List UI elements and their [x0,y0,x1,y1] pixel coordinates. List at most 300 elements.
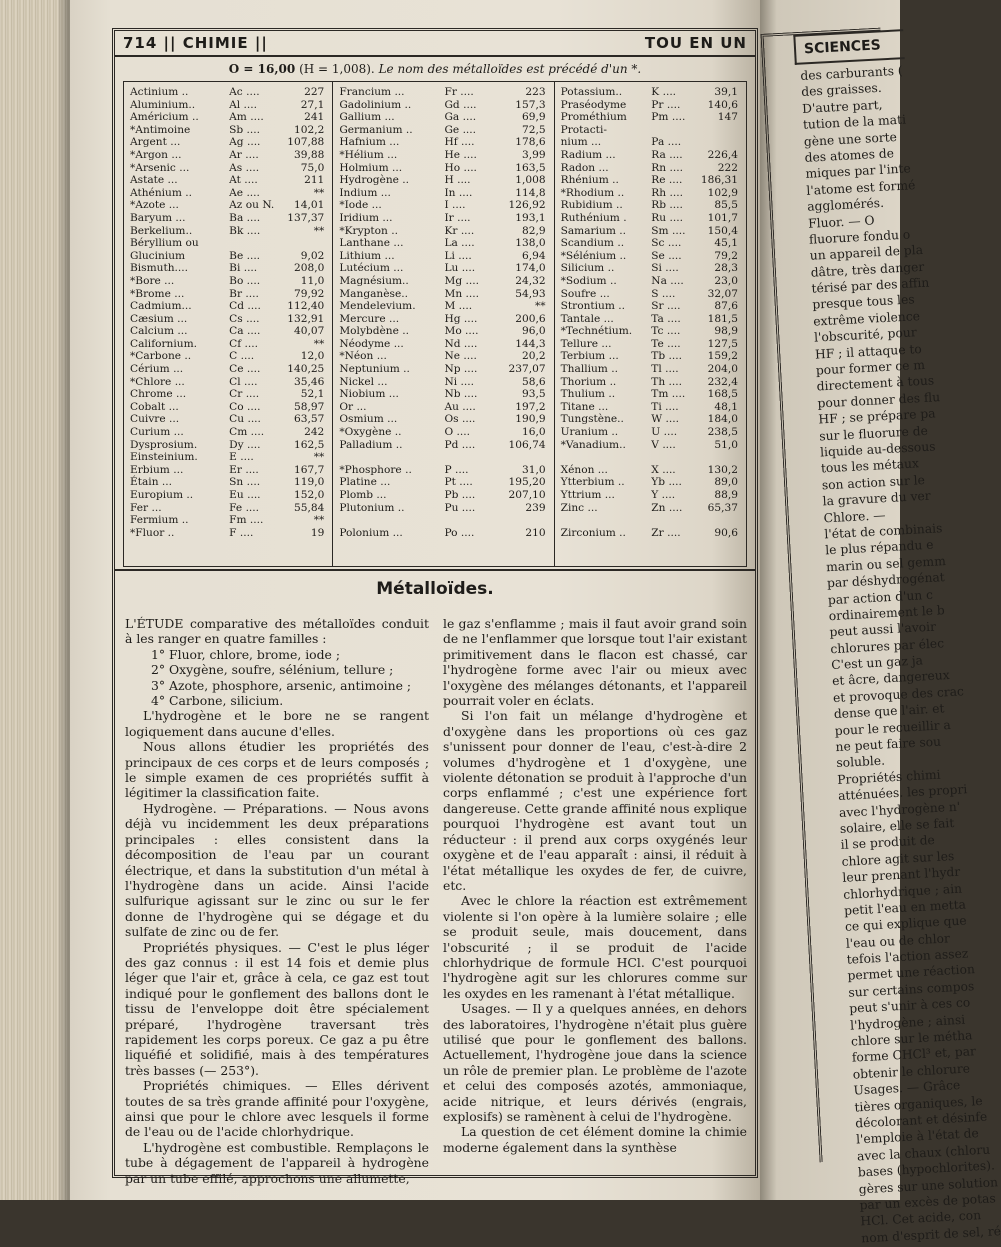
element-name: Tellure ... [560,337,612,350]
table-row [130,338,328,351]
element-name: Mercure ... [339,312,400,325]
element-symbol: Ge .... [444,123,477,136]
text-line: Propriétés chimi [836,767,941,787]
text-line: HF ; se prépare pa [818,406,936,427]
atomic-weight: 79,92 [293,287,325,300]
element-name: Rhénium .. [560,174,619,187]
table-row [130,451,328,464]
text-line: forme CHCl³ et, par [851,1044,977,1066]
paragraph: Nous allons étudier les propriétés des principaux de ces corps et de leurs composés ; le simple examen de ces propriétés suffit à légitimer la classification faite. [125,739,429,801]
element-symbol: Be .... [229,249,261,262]
table-row [130,275,328,288]
element-symbol: Na .... [651,274,684,287]
text-line: pour donner des flu [817,389,941,411]
atomic-weight: 207,10 [508,489,546,501]
atomic-weight: 39,88 [293,148,325,161]
atomic-weight: 193,1 [515,211,546,224]
element-symbol: Ca .... [229,325,261,338]
atomic-weight: 82,9 [522,224,546,237]
element-symbol: Pr .... [651,98,681,111]
table-row [339,514,549,527]
text-line: miques par l'inte [805,161,912,182]
paragraph: L'hydrogène et le bore ne se rangent logiquement dans aucune d'elles. [125,708,429,739]
element-symbol: Sb .... [229,123,261,136]
element-name: Uranium .. [560,426,619,439]
atomic-weight: 107,88 [287,136,325,149]
atomic-weight: 23,0 [714,274,738,287]
table-row [339,212,549,225]
table-row [561,338,742,351]
text-line: pour le recueillir a [834,717,952,738]
element-name: Berkelium.. [130,224,193,237]
element-name: Germanium .. [339,123,413,136]
table-row [561,313,742,326]
table-row [339,527,549,540]
text-line: son action sur le [821,472,926,493]
element-symbol: Ac .... [229,86,260,98]
atomic-weight: 72,5 [522,123,546,136]
table-row [130,527,328,540]
text-line: agglomérés. [806,195,885,214]
text-line: peut aussi l'avoir [829,619,937,640]
table-row [130,300,328,313]
element-symbol: Fm .... [229,514,264,527]
text-line: gène une sorte [803,129,898,149]
element-name: *Technétium. [560,325,633,338]
atomic-weight: 186,31 [700,174,738,187]
element-name: Fer ... [130,501,162,514]
atomic-weight: 126,92 [508,199,546,212]
table-row [130,199,328,212]
text-line: liquide au-dessous [819,439,936,460]
element-name: Tantale ... [560,312,614,325]
text-line: l'état de combinais [824,521,943,542]
table-row [130,413,328,426]
table-row [339,174,549,187]
atomic-weight: 58,97 [293,400,325,413]
text-line: chlorhydrique ; ain [842,881,963,902]
right-page [760,0,1001,1246]
element-name: Cuivre ... [130,413,180,426]
element-symbol: Tl .... [651,363,679,376]
element-symbol: Cs .... [229,312,260,325]
element-symbol: Zn .... [651,501,683,514]
table-row [561,388,742,401]
text-line: l'obscurité, pour [813,325,918,345]
element-name: Lanthane ... [339,237,404,250]
table-row [561,174,742,187]
table-row [130,426,328,439]
element-name: Neptunium .. [339,363,410,376]
atomic-weight: 184,0 [707,413,738,426]
table-row [561,451,742,464]
element-symbol: U .... [651,426,678,439]
atomic-weight: 12,0 [300,350,325,363]
text-line: marin ou sel gemm [825,553,947,575]
text-line: Fluor. — O [807,212,875,231]
element-symbol [229,237,273,250]
table-row [130,439,328,452]
table-row [339,426,549,439]
element-name: Titane ... [560,400,609,413]
atomic-weight: 242 [304,426,325,439]
table-row [130,250,328,263]
table-row [339,376,549,389]
text-line: par action d'un c [827,587,934,607]
table-row [339,124,549,137]
table-row [561,527,742,540]
paragraph: 4° Carbone, silicium. [151,693,284,709]
text-line: l'eau ou de chlor [845,931,951,951]
atomic-weight: 93,5 [522,388,546,401]
text-line: par un excès de potas [859,1191,997,1213]
element-name: *Chlore ... [130,375,185,388]
paragraph: Usages. — Il y a quelques années, en dehors des laboratoires, l'hydrogène n'était plus guère utilisé que pour le gonflement des ballons. Actuellement, l'hydrogène joue dans la science un rôle de premier plan. Le problème de l'azote et celui des composés azotés, ammoniaque, acide nitrique, et leurs dérivés (engrais, explosifs) se ramènent à celui de l'hydrogène. [443,1001,747,1124]
element-name: Samarium .. [560,224,626,237]
page-frame [112,28,758,1186]
element-symbol: K .... [651,86,677,98]
atomic-weight: ** [313,514,325,527]
element-symbol: Y .... [651,489,676,501]
atomic-weight: 227 [304,86,325,98]
element-name: Dysprosium. [130,438,198,451]
atomic-weight: 88,9 [714,489,738,501]
table-row [561,262,742,275]
element-symbol: Az ou N. [229,199,275,212]
paragraph: L'ÉTUDE comparative des métalloïdes conduit à les ranger en quatre familles : [125,616,429,647]
element-name: *Brome ... [130,287,185,300]
atomic-weight: 6,94 [522,249,546,262]
element-name: Lutécium ... [339,262,404,275]
element-name: Radon ... [560,161,609,174]
atomic-weight: 162,5 [293,438,325,451]
atomic-weight: 9,02 [300,249,325,262]
element-symbol: O .... [444,426,470,439]
table-columns [123,81,747,567]
table-row [130,149,328,162]
table-row [130,124,328,137]
element-symbol: As .... [229,161,260,174]
element-name: Or ... [339,400,367,413]
atomic-weight: 163,5 [515,161,546,174]
paragraph: Hydrogène. — Préparations. — Nous avons déjà vu incidemment les deux préparations principales : elles consistent dans la décomposition de l'eau par un courant électrique, et dans la substitution d'un métal à l'hydrogène dans un acide. Ainsi l'acide sulfurique agissant sur le zinc ou sur le fer donne de l'hydrogène qui se dégage et du sulfate de zinc ou de fer. [125,800,429,940]
text-line: et provoque des crac [832,684,965,705]
element-symbol: Mn .... [444,287,479,300]
table-row [561,489,742,502]
element-name: Nickel ... [339,375,388,388]
atomic-weight: 237,07 [508,363,546,376]
text-line: ne peut faire sou [835,734,942,755]
element-symbol: Po .... [444,526,475,539]
element-name: Ytterbium .. [560,476,625,489]
atomic-weight: 69,9 [522,111,546,124]
element-name: Rubidium .. [560,199,623,212]
element-symbol [444,451,490,464]
paragraph: La question de cet élément domine la chimie moderne également dans la synthèse [443,1124,747,1155]
element-symbol: Rh .... [651,186,683,199]
atomic-weight: 238,5 [707,426,738,439]
element-name: Calcium ... [130,325,188,338]
element-name: Plutonium .. [339,501,405,514]
element-name: Zinc ... [560,501,598,514]
table-row [339,313,549,326]
atomic-weight: 32,07 [707,287,738,300]
atomic-weight: 24,32 [515,274,546,287]
element-name: Gallium ... [339,111,395,124]
element-name: Cadmium... [130,300,192,313]
table-row [561,212,742,225]
text-line: décolorant et désinfe [854,1109,988,1131]
element-symbol: Ir .... [444,211,471,224]
element-symbol: X .... [651,463,676,476]
element-symbol: Dy .... [229,438,261,451]
element-symbol: Li .... [444,249,472,262]
text-line: un appareil de pla [809,243,924,264]
element-name: Cérium ... [130,363,184,376]
element-name: Palladium .. [339,438,403,451]
text-line: l'atome est formé [806,177,916,198]
table-row [339,413,549,426]
text-line: Usages. — Grâce [853,1078,961,1098]
element-name: Polonium ... [339,526,403,539]
element-symbol: Lu .... [444,262,476,275]
table-row [130,99,328,112]
atomic-weights-table [115,59,755,571]
table-row [561,86,742,99]
atomic-weight: 87,6 [714,300,738,313]
element-symbol: Sc .... [651,237,682,250]
text-line: tières organiques, le [854,1093,983,1115]
element-symbol: Se .... [651,249,682,262]
table-row [561,439,742,452]
atomic-weight: 147 [717,111,738,124]
element-symbol: Sn .... [229,476,261,489]
table-row [339,99,549,112]
table-row [339,288,549,301]
table-row [561,300,742,313]
element-symbol: Kr .... [444,224,475,237]
table-row [130,489,328,502]
element-symbol: Ag .... [229,136,261,149]
element-symbol: Re .... [651,174,683,187]
element-symbol: Pb .... [444,489,476,501]
table-row [339,250,549,263]
table-row [339,237,549,250]
element-symbol [651,514,691,527]
atomic-weight: 168,5 [707,388,738,401]
atomic-weight: 52,1 [300,388,325,401]
table-row [339,136,549,149]
atomic-weight: 65,37 [707,501,738,514]
table-row [130,136,328,149]
atomic-weight: 226,4 [707,148,738,161]
element-name: Aluminium.. [130,98,196,111]
table-row [339,350,549,363]
table-row [561,149,742,162]
element-symbol: Ga .... [444,111,477,124]
atomic-weight: 181,5 [707,312,738,325]
atomic-weight: 178,6 [515,136,546,149]
table-row [561,476,742,489]
element-symbol: Pu .... [444,501,476,514]
text-line: chlorures par élec [830,635,945,656]
atomic-weight: 112,40 [287,300,325,313]
text-line: leur prenant l'hydr [842,864,961,886]
element-name: Étain ... [130,476,172,489]
text-line: obtenir le chlorure [852,1061,971,1082]
table-row [339,363,549,376]
table-row [561,413,742,426]
element-name: Californium. [130,337,198,350]
element-name: *Carbone .. [130,350,192,363]
element-name: Potassium.. [560,86,623,98]
element-symbol: Pt .... [444,476,473,489]
element-symbol: Br .... [229,287,259,300]
element-symbol: Cu .... [229,413,261,426]
atomic-weight: 204,0 [707,363,738,376]
table-row [130,237,328,250]
atomic-weight: 101,7 [707,211,738,224]
element-name: Scandium .. [560,237,625,250]
text-line: presque tous les [812,292,915,313]
element-name: *Néon ... [339,350,387,363]
element-symbol: C .... [229,350,255,363]
text-line: il se produit de [840,833,936,853]
element-name: Néodyme ... [339,337,404,350]
element-symbol: At .... [229,174,258,187]
atomic-weight: 45,1 [714,237,738,250]
element-name: Bismuth.... [130,262,189,275]
atomic-weight: 232,4 [707,375,738,388]
text-line: fluorure fondu o [808,227,911,247]
table-header [115,59,755,81]
element-symbol: Gd .... [444,98,477,111]
element-name: *Iode ... [339,199,382,212]
text-line: HF ; il attaque to [814,341,923,362]
element-symbol [651,124,691,137]
table-row [561,502,742,515]
table-header-note: Le nom des métalloïdes est précédé d'un *. [378,62,642,76]
element-symbol: Mg .... [444,274,479,287]
element-name: *Antimoine [130,123,191,136]
element-name: *Sélénium .. [560,249,627,262]
text-line: gères sur une solution [858,1174,999,1197]
atomic-weight: 132,91 [287,312,325,325]
element-name: Holmium ... [339,161,403,174]
atomic-weight: 119,0 [293,476,325,489]
text-line: sur le fluorure de [818,423,929,444]
atomic-weight: 3,99 [522,148,546,161]
element-name: Lithium ... [339,249,395,262]
book-title: TOU EN UN [644,34,747,52]
element-symbol [444,514,490,527]
element-name: *Vanadium.. [560,438,626,451]
element-symbol: I .... [444,199,466,212]
atomic-weight: 200,6 [515,312,546,325]
element-name [339,514,444,527]
table-row [339,338,549,351]
atomic-weight: 48,1 [714,400,738,413]
atomic-weight: ** [313,451,325,464]
element-symbol: Bk .... [229,224,261,237]
table-row [561,325,742,338]
table-row [561,350,742,363]
table-row [561,401,742,414]
element-symbol: Co .... [229,400,261,413]
element-name: *Arsenic ... [130,161,190,174]
element-symbol: Rn .... [651,161,683,174]
element-name: Protacti- [560,123,607,136]
text-line: la gravure du ver [822,488,931,509]
element-symbol: Hf .... [444,136,475,149]
element-symbol: Mo .... [444,325,479,338]
element-name: Osmium ... [339,413,398,426]
atomic-weight [491,514,550,527]
element-name: Plomb ... [339,489,387,501]
element-name: Indium ... [339,186,391,199]
text-line: l'hydrogène ; ainsi [849,1012,966,1033]
element-symbol: Os .... [444,413,476,426]
table-row [339,451,549,464]
element-symbol: F .... [229,526,254,539]
table-row [561,124,742,137]
element-name: Cæsium ... [130,312,188,325]
paragraph: le gaz s'enflamme ; mais il faut avoir grand soin de ne l'enflammer que lorsque tout l'air existant primitivement dans le flacon est chassé, car l'hydrogène forme avec l'air ou mieux avec l'oxygène des mélanges détonants, et l'appareil pourrait voler en éclats. [443,616,747,709]
book-page-edges [0,0,70,1200]
text-line: le plus répandu e [824,538,934,558]
element-name: *Krypton .. [339,224,398,237]
atomic-weight: 51,0 [714,438,738,451]
element-name: Niobium ... [339,388,399,401]
text-line: avec l'hydrogène n' [838,799,961,820]
element-name: Einsteinium. [130,451,198,464]
element-name: Silicium .. [560,262,615,275]
element-symbol: Nb .... [444,388,478,401]
article-body [125,616,747,1186]
element-symbol: Cd .... [229,300,261,313]
element-name: Hydrogène .. [339,174,410,187]
text-line: tution de la mati [802,112,907,133]
table-row [130,476,328,489]
paragraph: 3° Azote, phosphore, arsenic, antimoine ; [151,677,412,693]
element-symbol: Ho .... [444,161,477,174]
atomic-weight: 197,2 [515,400,546,413]
text-line: extrême violence [812,308,921,329]
element-symbol [651,451,691,464]
element-symbol: Tm .... [651,388,686,401]
element-name: Iridium ... [339,211,393,224]
paragraph: Propriétés chimiques. — Elles dérivent toutes de sa très grande affinité pour l'oxygène, ainsi que pour le chlore avec lesquels il forme de l'eau ou de l'acide chlorhydrique. [125,1078,429,1140]
paragraph: Avec le chlore la réaction est extrêmement violente si l'on opère à la lumière solaire ; elle se produit seule, mais doucement, dans l'obscurité ; il se produit de l'acide chlorhydrique de formule HCl. C'est pourquoi l'hydrogène agit sur les chlorures comme sur les oxydes en les ramenant à l'état métallique. [443,893,747,1001]
atomic-weight [491,451,550,464]
atomic-weight: 14,01 [293,199,325,212]
text-line: l'emploie à l'état de [855,1126,980,1147]
element-symbol: Sm .... [651,224,686,237]
right-running-title: SCIENCES [793,29,904,65]
atomic-weight: 27,1 [300,98,325,111]
text-line: soluble. [836,753,886,771]
element-name: Argent ... [130,136,181,149]
element-symbol: W .... [651,413,680,426]
paragraph: L'hydrogène est combustible. Remplaçons le tube à dégagement de l'appareil à hydrogène par un tube effilé, approchons une allumette, [125,1139,429,1186]
text-line: Chlore. — [823,507,886,525]
element-name: Glucinium [130,249,186,262]
element-name: *Fluor .. [130,526,175,539]
atomic-weight: 159,2 [707,350,738,363]
element-name: Thulium .. [560,388,616,401]
element-symbol: M .... [444,300,473,313]
element-name: Soufre ... [560,287,610,300]
